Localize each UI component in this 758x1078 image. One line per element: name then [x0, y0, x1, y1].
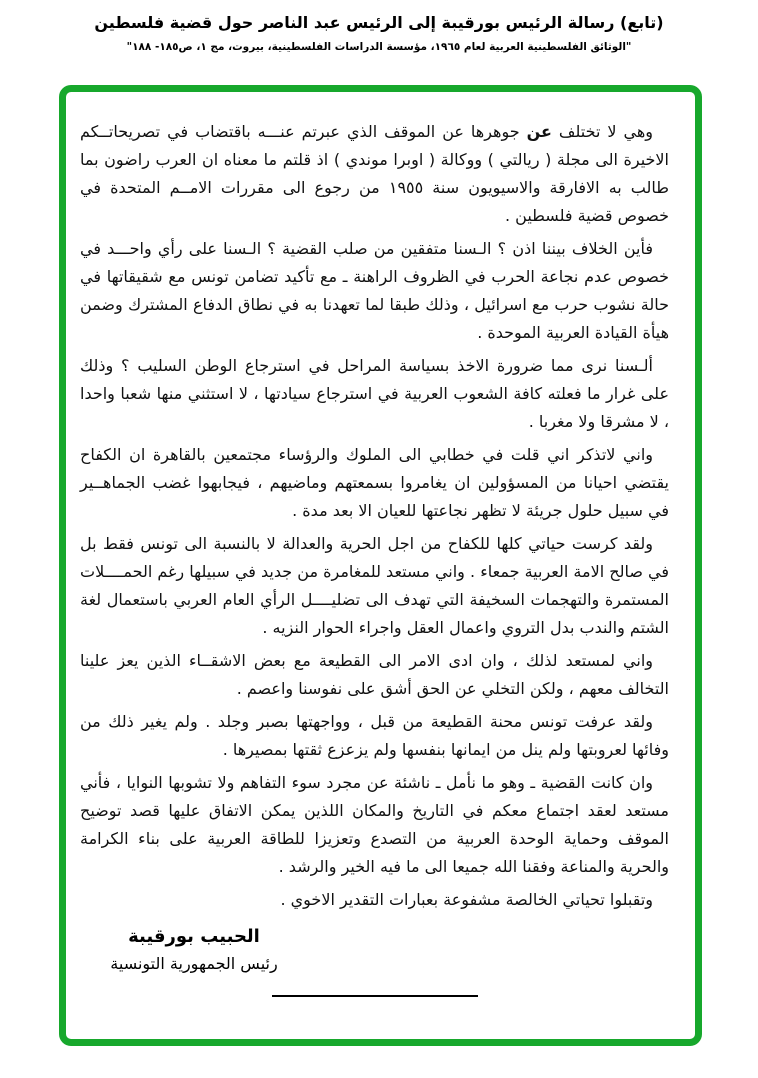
- letter-paragraph-7: ولقد عرفت تونس محنة القطيعة من قبل ، وواجهتها بصبر وجلد . ولم يغير ذلك من وفائها لعروبتها ولم ينل من ايمانها بنفسها ولم يزعزع ثقتها بمصيرها .: [80, 712, 669, 759]
- signature-name: الحبيب بورقيبة: [128, 926, 260, 947]
- paragraph-bold-word: عن: [526, 122, 552, 141]
- letter-paragraph-6: واني لمستعد لذلك ، وان ادى الامر الى القطيعة مع بعض الاشقــاء الذين يعز علينا التخالف معهم ، ولكن التخلي عن الحق أشق على نفوسنا واعصم .: [80, 651, 669, 698]
- letter-paragraph-1: [80, 118, 669, 230]
- letter-paragraph-5: ولقد كرست حياتي كلها للكفاح من اجل الحرية والعدالة لا بالنسبة الى تونس فقط بل في صالح الامة العربية جمعاء . واني مستعد للمغامرة من جديد في سبيلها رغم الحمــــلات المستمرة والتهجمات السخيفة التي تهدف الى تضليــــل الرأي العام العربي باستعمال لغة الشتم والندب بدل التروي واعمال العقل واجراء الحوار النزيه .: [80, 534, 669, 637]
- paragraph-text: وهي لا تختلف: [551, 122, 653, 141]
- letter-frame: [59, 85, 702, 1046]
- letter-paragraph-3: ألـسنا نرى مما ضرورة الاخذ بسياسة المراحل في استرجاع الوطن السليب ؟ وذلك على غرار ما فعلته كافة الشعوب العربية في استرجاع سيادتها ، لا استثني منها شعبا واحدا ، لا مشرقا ولا مغربا .: [80, 356, 669, 431]
- document-title: (تابع) رسالة الرئيس بورقيبة إلى الرئيس عبد الناصر حول قضية فلسطين: [94, 13, 664, 32]
- letter-paragraph-4: واني لاتذكر اني قلت في خطابي الى الملوك والرؤساء مجتمعين بالقاهرة ان الكفاح يقتضي احيانا من المسؤولين ان يغامروا بسمعتهم وماضيهم ، فيجابهوا غضب الجماهــير في سبيل حلول جريئة لا تظهر نجاعتها للعيان الا بعد مدة .: [80, 445, 669, 520]
- signature-block: [99, 926, 289, 973]
- letter-paragraph-8: وان كانت القضية ـ وهو ما نأمل ـ ناشئة عن مجرد سوء التفاهم ولا تشوبها النوايا ، فأني مستعد لعقد اجتماع معكم في التاريخ والمكان اللذين يمكن الاتفاق عليها قصد توضيح الموقف وحماية الوحدة العربية من التصدع وتعزيزا للطاقة العربية على بناء الكرامة والحرية والمناعة وفقنا الله جميعا الى ما فيه الخير والرشد .: [80, 773, 669, 876]
- signature-title: رئيس الجمهورية التونسية: [110, 954, 278, 973]
- letter-closing-line: وتقبلوا تحياتي الخالصة مشفوعة بعبارات التقدير الاخوي .: [280, 890, 653, 909]
- letter-paragraph-2: فأين الخلاف بيننا اذن ؟ الـسنا متفقين من صلب القضية ؟ الـسنا على رأي واحـــد في خصوص عدم نجاعة الحرب في الظروف الراهنة ـ مع تأكيد تضامن تونس مع شقيقاتها في حالة نشوب حرب مع اسرائيل ، وذلك طبقا لما تعهدنا به في نطاق الدفاع المشترك وضمن هيأة القيادة العربية الموحدة .: [80, 239, 669, 342]
- page-header: [0, 0, 758, 53]
- document-source-citation: "الوثائق الفلسطينية العربية لعام ١٩٦٥، مؤسسة الدراسات الفلسطينية، بيروت، مج ١، ص١٨٥- ١٨٨": [126, 41, 632, 53]
- footer-divider-line: [272, 995, 478, 997]
- paragraph-text: جوهرها عن الموقف الذي عبرتم عنـــه باقتضاب في تصريحاتــكم الاخيرة الى مجلة ( ريالتي ) ووكالة ( اوبرا موندي ) اذ قلتم ما معناه ان العرب راضون بما طالب به الافارقة والاسيويون سنة ١٩٥٥ من رجوع الى مقررات الامــم المتحدة في خصوص قضية فلسطين .: [80, 122, 670, 225]
